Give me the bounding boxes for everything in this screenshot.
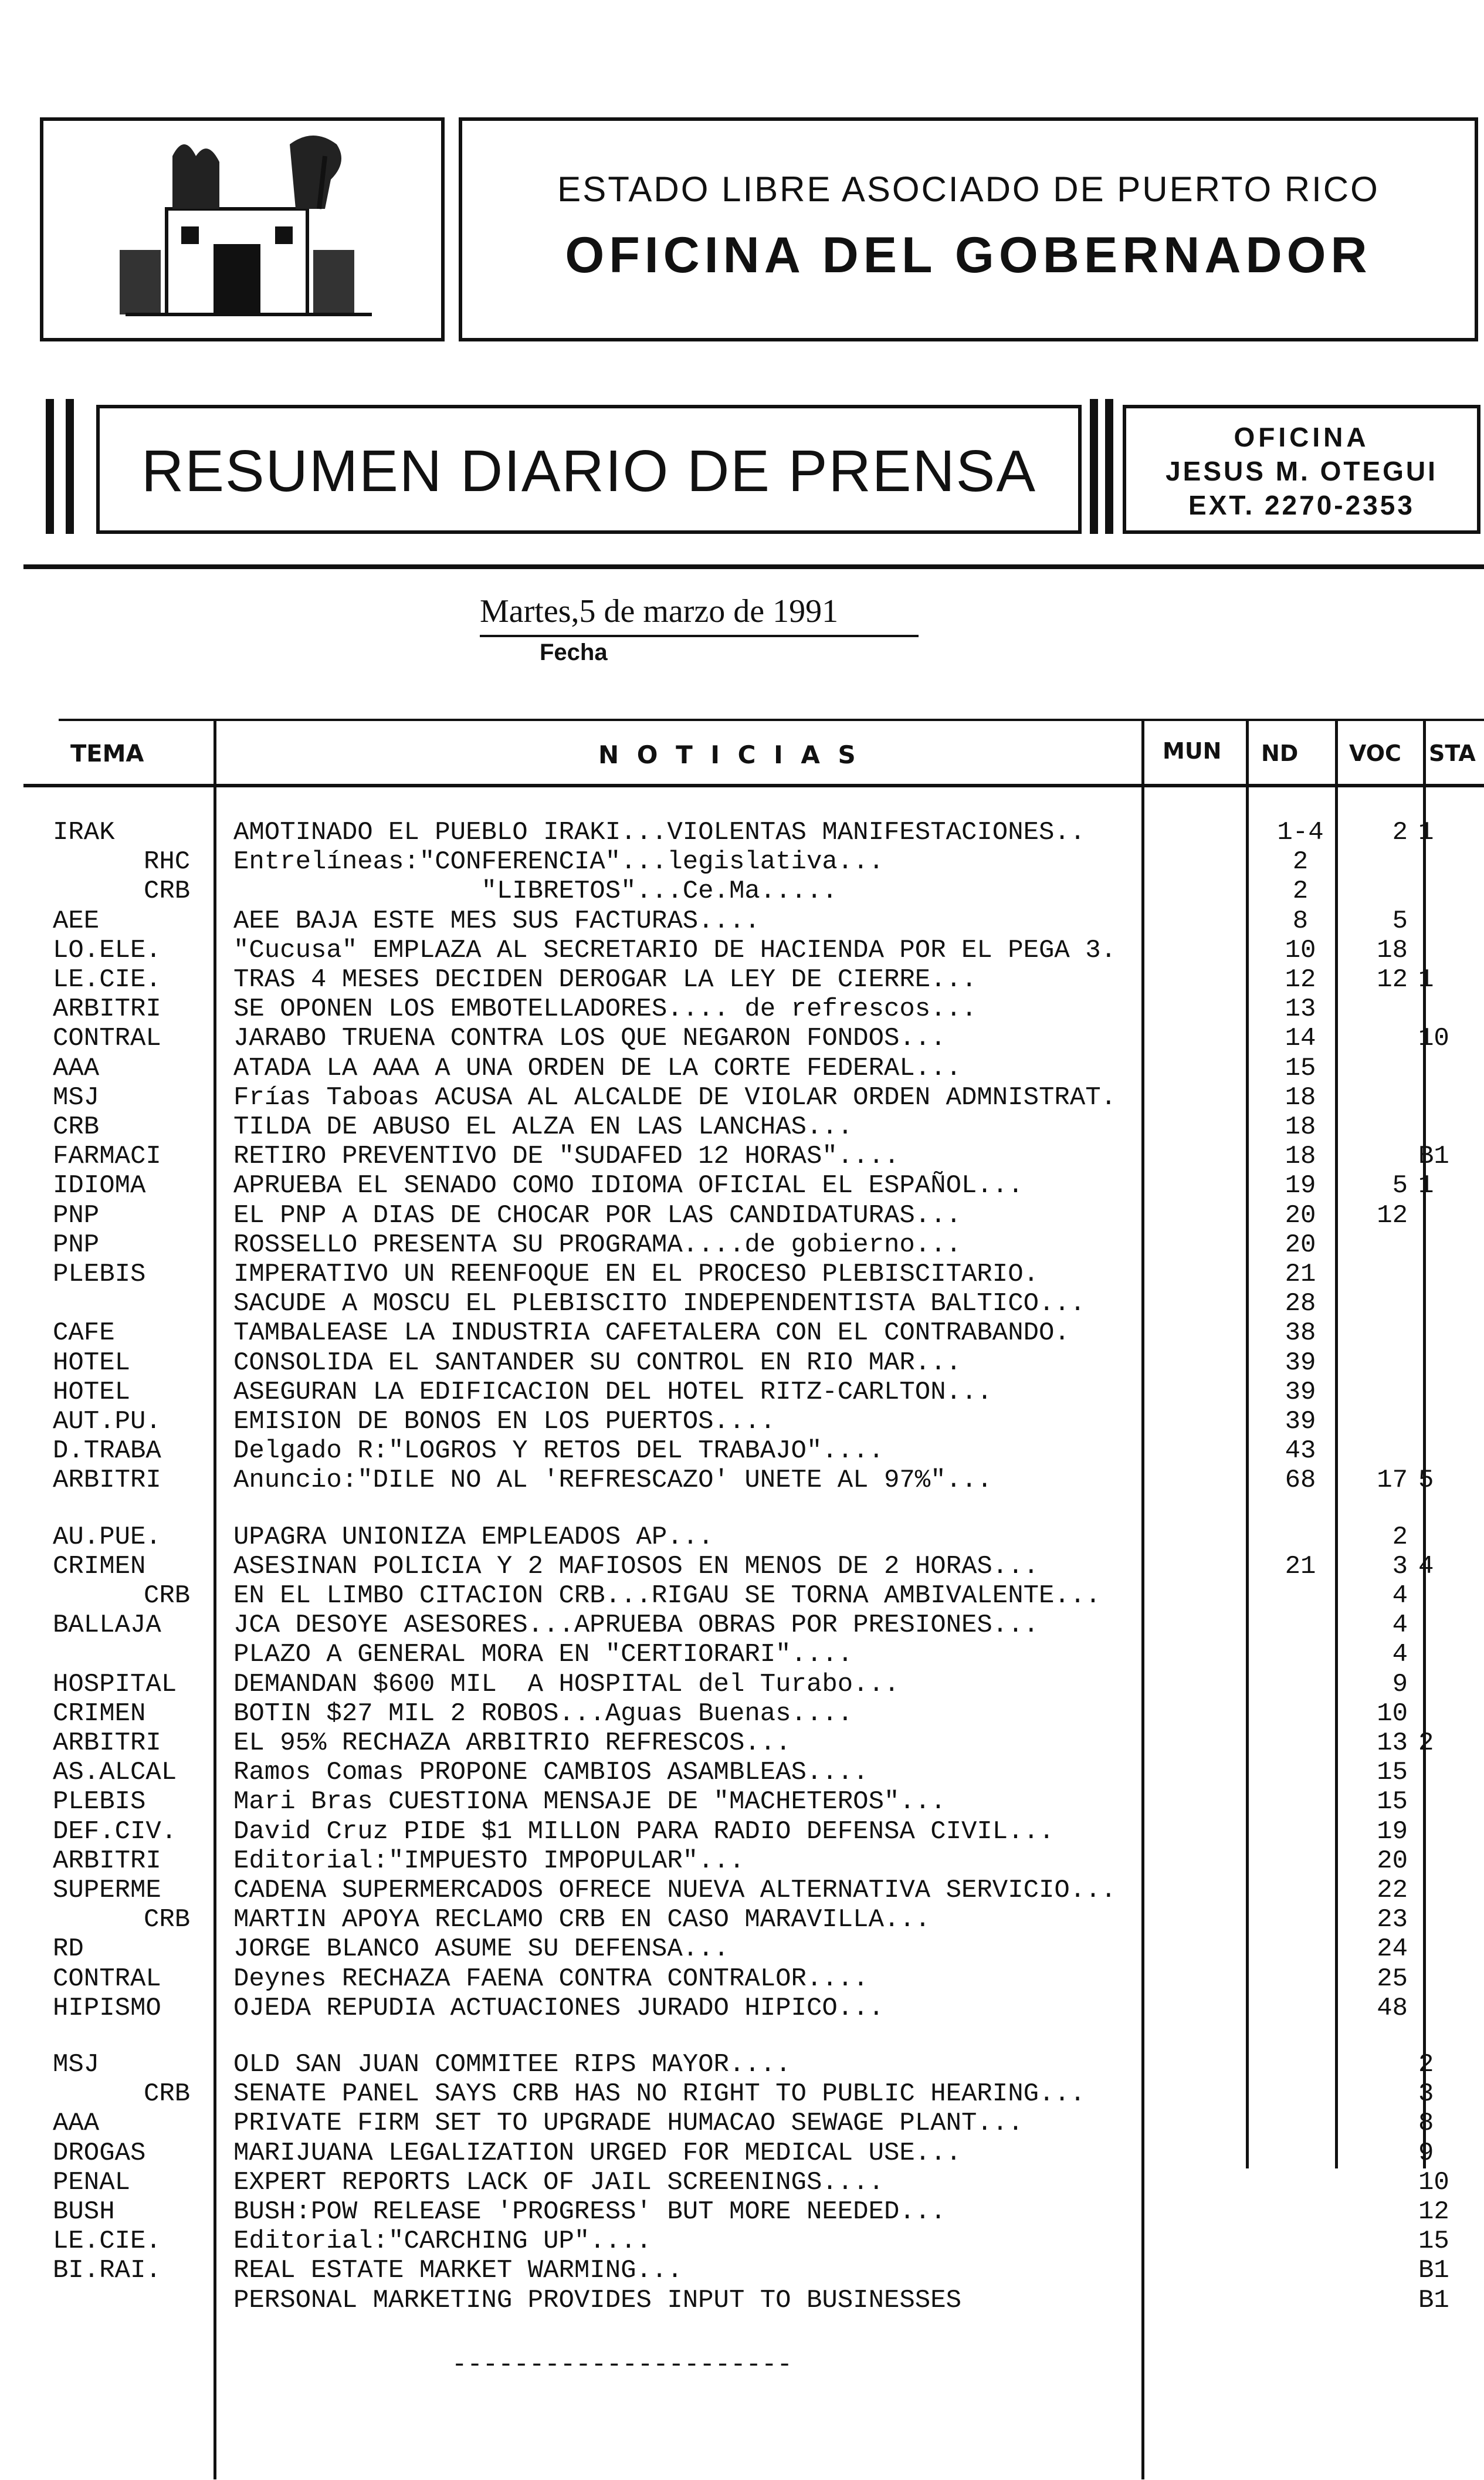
row-nd: 19 [1285, 1171, 1316, 1200]
row-tema: CRIMEN [53, 1552, 146, 1581]
row-nd: 18 [1285, 1142, 1316, 1171]
row-noticia: TRAS 4 MESES DECIDEN DEROGAR LA LEY DE CIERRE... [233, 965, 977, 994]
row-tema: SUPERME [53, 1876, 161, 1905]
row-nd: 18 [1285, 1112, 1316, 1142]
table-row [0, 1024, 1484, 1053]
row-tema: RD [53, 1934, 84, 1964]
table-row [0, 965, 1484, 994]
row-noticia: TILDA DE ABUSO EL ALZA EN LAS LANCHAS... [233, 1112, 853, 1142]
row-nd: 18 [1285, 1083, 1316, 1112]
row-noticia: OJEDA REPUDIA ACTUACIONES JURADO HIPICO... [233, 1994, 884, 2023]
table-row [0, 2139, 1484, 2168]
row-tema: IDIOMA [53, 1171, 146, 1200]
row-tema: AUT.PU. [53, 1407, 161, 1436]
row-tema: HOTEL [53, 1348, 131, 1378]
row-voc: 48 [1377, 1994, 1408, 2023]
row-noticia: ASEGURAN LA EDIFICACION DEL HOTEL RITZ-CARLTON... [233, 1378, 992, 1407]
emblem-box [40, 117, 445, 341]
row-sta: 5 [1418, 1466, 1434, 1495]
row-nd: 43 [1285, 1436, 1316, 1466]
row-tema: AEE [53, 906, 100, 936]
row-sta: 4 [1418, 1552, 1434, 1581]
row-tema: CRB [144, 1581, 191, 1611]
office-label: OFICINA [1234, 422, 1370, 452]
row-noticia: Delgado R:"LOGROS Y RETOS DEL TRABAJO".... [233, 1436, 884, 1466]
row-voc: 2 [1392, 818, 1408, 847]
row-nd: 12 [1285, 965, 1316, 994]
col-header-tema: TEMA [70, 740, 144, 767]
row-tema: PNP [53, 1201, 100, 1230]
row-sta: 2 [1418, 1728, 1434, 1758]
row-noticia: SE OPONEN LOS EMBOTELLADORES.... de refrescos... [233, 994, 977, 1024]
row-voc: 4 [1392, 1581, 1408, 1611]
row-noticia: "Cucusa" EMPLAZA AL SECRETARIO DE HACIENDA POR EL PEGA 3. [233, 936, 1117, 965]
row-nd: 13 [1285, 994, 1316, 1024]
row-sta: 3 [1418, 2079, 1434, 2109]
row-sta: 1 [1418, 965, 1434, 994]
row-voc: 15 [1377, 1758, 1408, 1787]
table-row [0, 1581, 1484, 1611]
row-noticia: JCA DESOYE ASESORES...APRUEBA OBRAS POR PRESIONES... [233, 1611, 1039, 1640]
row-tema: CRB [144, 877, 191, 906]
table-row [0, 1728, 1484, 1758]
row-tema: MSJ [53, 2050, 100, 2079]
row-tema: FARMACI [53, 1142, 161, 1171]
row-sta: 2 [1418, 2050, 1434, 2079]
row-noticia: OLD SAN JUAN COMMITEE RIPS MAYOR.... [233, 2050, 791, 2079]
table-row [0, 1112, 1484, 1142]
row-nd: 39 [1285, 1407, 1316, 1436]
table-row [0, 2197, 1484, 2227]
row-tema: AS.ALCAL [53, 1758, 177, 1787]
table-row [0, 1171, 1484, 1200]
row-noticia: BOTIN $27 MIL 2 ROBOS...Aguas Buenas.... [233, 1699, 853, 1728]
table-header-rule [23, 784, 1484, 787]
row-nd: 10 [1285, 936, 1316, 965]
row-tema: LE.CIE. [53, 2227, 161, 2256]
col-header-voc: VOC [1349, 740, 1401, 766]
row-sta: 9 [1418, 2139, 1434, 2168]
left-bar-2 [66, 399, 74, 534]
row-noticia: MARTIN APOYA RECLAMO CRB EN CASO MARAVILLA... [233, 1905, 931, 1934]
table-top-rule [59, 719, 1484, 721]
row-voc: 25 [1377, 1964, 1408, 1994]
table-row [0, 1318, 1484, 1348]
row-noticia: PLAZO A GENERAL MORA EN "CERTIORARI".... [233, 1640, 853, 1669]
table-row [0, 1348, 1484, 1378]
row-tema: ARBITRI [53, 994, 161, 1024]
row-noticia: PERSONAL MARKETING PROVIDES INPUT TO BUSINESSES [233, 2286, 962, 2315]
row-sta: B1 [1418, 2286, 1449, 2315]
row-sta: B1 [1418, 2256, 1449, 2285]
row-nd: 68 [1285, 1466, 1316, 1495]
row-voc: 19 [1377, 1817, 1408, 1846]
row-tema: AAA [53, 1054, 100, 1083]
row-noticia: Deynes RECHAZA FAENA CONTRA CONTRALOR.... [233, 1964, 869, 1994]
row-noticia: Ramos Comas PROPONE CAMBIOS ASAMBLEAS.... [233, 1758, 869, 1787]
col-header-mun: MUN [1163, 738, 1222, 764]
row-tema: IRAK [53, 818, 115, 847]
row-tema: ARBITRI [53, 1846, 161, 1876]
row-noticia: SENATE PANEL SAYS CRB HAS NO RIGHT TO PUBLIC HEARING... [233, 2079, 1086, 2109]
table-row [0, 1142, 1484, 1171]
col-header-noticias: N O T I C I A S [598, 740, 860, 769]
row-nd: 38 [1285, 1318, 1316, 1348]
row-noticia: Editorial:"IMPUESTO IMPOPULAR"... [233, 1846, 745, 1876]
page-title: RESUMEN DIARIO DE PRENSA [141, 438, 1037, 504]
table-row [0, 1817, 1484, 1846]
table-row [0, 1260, 1484, 1289]
row-noticia: UPAGRA UNIONIZA EMPLEADOS AP... [233, 1522, 714, 1552]
row-noticia: SACUDE A MOSCU EL PLEBISCITO INDEPENDENTISTA BALTICO... [233, 1289, 1086, 1318]
row-noticia: JORGE BLANCO ASUME SU DEFENSA... [233, 1934, 729, 1964]
mid-bar-2 [1105, 399, 1113, 534]
row-noticia: IMPERATIVO UN REENFOQUE EN EL PROCESO PLEBISCITARIO. [233, 1260, 1039, 1289]
table-row [0, 1905, 1484, 1934]
row-tema: AAA [53, 2109, 100, 2138]
title-box [96, 405, 1082, 534]
row-noticia: EN EL LIMBO CITACION CRB...RIGAU SE TORNA AMBIVALENTE... [233, 1581, 1101, 1611]
header-line-2: OFICINA DEL GOBERNADOR [565, 227, 1372, 283]
row-tema: D.TRABA [53, 1436, 161, 1466]
row-noticia: EXPERT REPORTS LACK OF JAIL SCREENINGS.... [233, 2168, 884, 2197]
header-rule [23, 564, 1484, 569]
row-voc: 15 [1377, 1787, 1408, 1816]
table-row [0, 1699, 1484, 1728]
row-noticia: BUSH:POW RELEASE 'PROGRESS' BUT MORE NEEDED... [233, 2197, 946, 2227]
row-tema: HIPISMO [53, 1994, 161, 2023]
table-row [0, 1876, 1484, 1905]
row-noticia: Mari Bras CUESTIONA MENSAJE DE "MACHETEROS"... [233, 1787, 946, 1816]
row-noticia: Frías Taboas ACUSA AL ALCALDE DE VIOLAR ORDEN ADMNISTRAT. [233, 1083, 1117, 1112]
row-voc: 4 [1392, 1640, 1408, 1669]
table-row [0, 1640, 1484, 1669]
row-noticia: AEE BAJA ESTE MES SUS FACTURAS.... [233, 906, 760, 936]
table-row [0, 1230, 1484, 1260]
row-nd: 28 [1285, 1289, 1316, 1318]
row-noticia: EL PNP A DIAS DE CHOCAR POR LAS CANDIDATURAS... [233, 1201, 962, 1230]
row-sta: 10 [1418, 1024, 1449, 1053]
row-voc: 17 [1377, 1466, 1408, 1495]
row-tema: PLEBIS [53, 1260, 146, 1289]
table-row [0, 1083, 1484, 1112]
table-row [0, 1552, 1484, 1581]
row-noticia: CONSOLIDA EL SANTANDER SU CONTROL EN RIO MAR... [233, 1348, 962, 1378]
table-row [0, 906, 1484, 936]
table-row [0, 1289, 1484, 1318]
row-noticia: ASESINAN POLICIA Y 2 MAFIOSOS EN MENOS DE 2 HORAS... [233, 1552, 1039, 1581]
footer-rule: ---------------------- [452, 2350, 792, 2380]
table-row [0, 877, 1484, 906]
row-voc: 5 [1392, 906, 1408, 936]
office-extension: EXT. 2270-2353 [1188, 490, 1415, 520]
date-label: Fecha [540, 640, 608, 665]
office-name: JESUS M. OTEGUI [1165, 456, 1438, 486]
table-row [0, 1670, 1484, 1699]
row-nd: 8 [1292, 906, 1309, 936]
row-tema: HOTEL [53, 1378, 131, 1407]
row-noticia: DEMANDAN $600 MIL A HOSPITAL del Turabo... [233, 1670, 900, 1699]
row-voc: 3 [1392, 1552, 1408, 1581]
row-tema: CRB [53, 1112, 100, 1142]
row-noticia: David Cruz PIDE $1 MILLON PARA RADIO DEFENSA CIVIL... [233, 1817, 1055, 1846]
row-voc: 13 [1377, 1728, 1408, 1758]
table-row [0, 936, 1484, 965]
row-tema: PNP [53, 1230, 100, 1260]
row-tema: AU.PUE. [53, 1522, 161, 1552]
row-nd: 15 [1285, 1054, 1316, 1083]
row-noticia: MARIJUANA LEGALIZATION URGED FOR MEDICAL USE... [233, 2139, 962, 2168]
row-noticia: EL 95% RECHAZA ARBITRIO REFRESCOS... [233, 1728, 791, 1758]
row-nd: 20 [1285, 1230, 1316, 1260]
header-line-1: ESTADO LIBRE ASOCIADO DE PUERTO RICO [557, 170, 1380, 209]
row-sta: 15 [1418, 2227, 1449, 2256]
table-row [0, 2168, 1484, 2197]
row-tema: BI.RAI. [53, 2256, 161, 2285]
table-row [0, 994, 1484, 1024]
row-noticia: Editorial:"CARCHING UP".... [233, 2227, 652, 2256]
row-tema: CRB [144, 2079, 191, 2109]
row-noticia: "LIBRETOS"...Ce.Ma..... [233, 877, 838, 906]
table-row [0, 1787, 1484, 1816]
row-noticia: APRUEBA EL SENADO COMO IDIOMA OFICIAL EL ESPAÑOL... [233, 1171, 1024, 1200]
row-tema: PENAL [53, 2168, 131, 2197]
row-tema: PLEBIS [53, 1787, 146, 1816]
row-tema: RHC [144, 847, 191, 877]
row-nd: 2 [1292, 877, 1309, 906]
row-voc: 18 [1377, 936, 1408, 965]
row-voc: 10 [1377, 1699, 1408, 1728]
row-sta: 1 [1418, 1171, 1434, 1200]
row-voc: 23 [1377, 1905, 1408, 1934]
row-tema: DEF.CIV. [53, 1817, 177, 1846]
la-fortaleza-emblem [43, 121, 441, 338]
row-noticia: TAMBALEASE LA INDUSTRIA CAFETALERA CON EL CONTRABANDO. [233, 1318, 1070, 1348]
row-voc: 4 [1392, 1611, 1408, 1640]
row-tema: ARBITRI [53, 1466, 161, 1495]
row-voc: 2 [1392, 1522, 1408, 1552]
row-noticia: JARABO TRUENA CONTRA LOS QUE NEGARON FONDOS... [233, 1024, 946, 1053]
row-tema: DROGAS [53, 2139, 146, 2168]
row-tema: CRB [144, 1905, 191, 1934]
table-row [0, 1054, 1484, 1083]
row-noticia: PRIVATE FIRM SET TO UPGRADE HUMACAO SEWAGE PLANT... [233, 2109, 1024, 2138]
row-nd: 21 [1285, 1552, 1316, 1581]
col-header-nd: ND [1261, 740, 1299, 766]
row-voc: 12 [1377, 1201, 1408, 1230]
table-row [0, 2050, 1484, 2079]
office-box [1123, 405, 1480, 534]
mid-bar-1 [1090, 399, 1098, 534]
row-tema: CONTRAL [53, 1024, 161, 1053]
row-noticia: ATADA LA AAA A UNA ORDEN DE LA CORTE FEDERAL... [233, 1054, 962, 1083]
table-row [0, 1522, 1484, 1552]
row-sta: 8 [1418, 2109, 1434, 2138]
table-row [0, 1994, 1484, 2023]
row-sta: 12 [1418, 2197, 1449, 2227]
row-nd: 1-4 [1277, 818, 1324, 847]
table-row [0, 2079, 1484, 2109]
table-row [0, 2109, 1484, 2138]
row-sta: 10 [1418, 2168, 1449, 2197]
row-noticia: EMISION DE BONOS EN LOS PUERTOS.... [233, 1407, 776, 1436]
date-underline [480, 635, 919, 637]
row-nd: 20 [1285, 1201, 1316, 1230]
row-nd: 21 [1285, 1260, 1316, 1289]
row-voc: 22 [1377, 1876, 1408, 1905]
row-voc: 5 [1392, 1171, 1408, 1200]
table-row [0, 1436, 1484, 1466]
row-tema: LE.CIE. [53, 965, 161, 994]
row-tema: HOSPITAL [53, 1670, 177, 1699]
row-nd: 2 [1292, 847, 1309, 877]
col-header-sta: STA [1429, 740, 1476, 766]
row-sta: 1 [1418, 818, 1434, 847]
row-sta: B1 [1418, 1142, 1449, 1171]
table-row [0, 1934, 1484, 1964]
table-row [0, 1466, 1484, 1495]
row-noticia: REAL ESTATE MARKET WARMING... [233, 2256, 683, 2285]
table-row [0, 1407, 1484, 1436]
row-nd: 39 [1285, 1378, 1316, 1407]
row-tema: LO.ELE. [53, 936, 161, 965]
row-tema: BUSH [53, 2197, 115, 2227]
government-header-box [459, 117, 1478, 341]
row-nd: 39 [1285, 1348, 1316, 1378]
row-voc: 12 [1377, 965, 1408, 994]
row-noticia: Entrelíneas:"CONFERENCIA"...legislativa... [233, 847, 884, 877]
table-row [0, 1201, 1484, 1230]
table-row [0, 1378, 1484, 1407]
row-tema: CONTRAL [53, 1964, 161, 1994]
table-row [0, 2227, 1484, 2256]
row-voc: 9 [1392, 1670, 1408, 1699]
row-noticia: Anuncio:"DILE NO AL 'REFRESCAZO' UNETE AL 97%"... [233, 1466, 992, 1495]
left-bar-1 [46, 399, 54, 534]
table-row [0, 847, 1484, 877]
row-noticia: ROSSELLO PRESENTA SU PROGRAMA....de gobierno... [233, 1230, 962, 1260]
table-row [0, 1964, 1484, 1994]
table-row [0, 1846, 1484, 1876]
row-tema: ARBITRI [53, 1728, 161, 1758]
row-noticia: AMOTINADO EL PUEBLO IRAKI...VIOLENTAS MANIFESTACIONES.. [233, 818, 1086, 847]
date-value: Martes,5 de marzo de 1991 [480, 593, 839, 630]
table-row [0, 1758, 1484, 1787]
table-row [0, 1611, 1484, 1640]
row-noticia: CADENA SUPERMERCADOS OFRECE NUEVA ALTERNATIVA SERVICIO... [233, 1876, 1117, 1905]
table-row [0, 2286, 1484, 2315]
row-voc: 24 [1377, 1934, 1408, 1964]
row-tema: MSJ [53, 1083, 100, 1112]
row-tema: CRIMEN [53, 1699, 146, 1728]
table-row [0, 818, 1484, 847]
row-tema: BALLAJA [53, 1611, 161, 1640]
row-tema: CAFE [53, 1318, 115, 1348]
row-noticia: RETIRO PREVENTIVO DE "SUDAFED 12 HORAS".... [233, 1142, 900, 1171]
row-voc: 20 [1377, 1846, 1408, 1876]
table-row [0, 2256, 1484, 2285]
row-nd: 14 [1285, 1024, 1316, 1053]
